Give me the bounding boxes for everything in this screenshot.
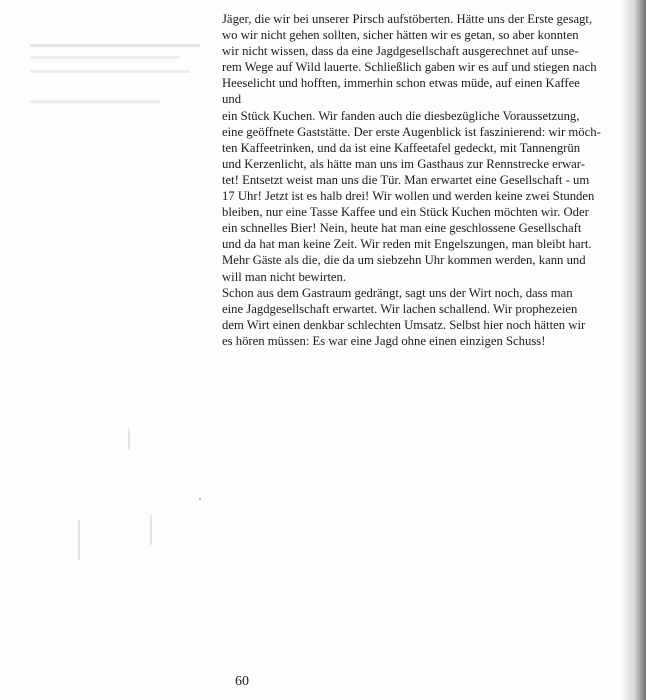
paper-speck [199, 498, 201, 500]
bleed-through-line [30, 56, 180, 59]
bleed-through-line [30, 70, 190, 73]
text-line: wo wir nicht gehen sollten, sicher hätten wir es getan, so aber konnten [222, 28, 579, 43]
text-line: 17 Uhr! Jetzt ist es halb drei! Wir wollen und werden keine zwei Stunden [222, 189, 595, 204]
bleed-through-mark [150, 515, 152, 545]
page-number: 60 [235, 674, 249, 689]
text-line: Schon aus dem Gastraum gedrängt, sagt uns der Wirt noch, dass man [222, 285, 573, 300]
text-line: Jäger, die wir bei unserer Pirsch aufstöberten. Hätte uns der Erste gesagt, [222, 12, 593, 26]
text-line: rem Wege auf Wild lauerte. Schließlich gaben wir es auf und stiegen nach [222, 60, 597, 75]
text-line: Heeselicht und hofften, immerhin schon etwas müde, auf einen Kaffee [222, 76, 580, 91]
text-line: und da hat man keine Zeit. Wir reden mit Engelszungen, man bleibt hart. [222, 237, 592, 252]
text-line: ein schnelles Bier! Nein, heute hat man eine geschlossene Gesellschaft [222, 221, 582, 236]
text-line: eine Jagdgesellschaft erwartet. Wir lachen schallend. Wir prophezeien [222, 301, 578, 316]
bleed-through-line [30, 100, 160, 103]
text-line: wir nicht wissen, dass da eine Jagdgesellschaft ausgerechnet auf unse- [222, 44, 579, 59]
text-line: ten Kaffeetrinken, und da ist eine Kaffeetafel gedeckt, mit Tannengrün [222, 140, 581, 155]
text-line: bleiben, nur eine Tasse Kaffee und ein Stück Kuchen möchten wir. Oder [222, 205, 589, 220]
text-line: ein Stück Kuchen. Wir fanden auch die diesbezügliche Voraussetzung, [222, 108, 580, 123]
text-line: Mehr Gäste als die, die da um siebzehn Uhr kommen werden, kann und [222, 253, 586, 268]
text-line: dem Wirt einen denkbar schlechten Umsatz. Selbst hier noch hätten wir [222, 317, 586, 332]
text-line: es hören müssen: Es war eine Jagd ohne einen einzigen Schuss! [222, 333, 546, 348]
text-line: tet! Entsetzt weist man uns die Tür. Man erwartet eine Gesellschaft - um [222, 172, 590, 187]
text-line: will man nicht bewirten. [222, 269, 347, 284]
text-line: und [222, 92, 242, 107]
bleed-through-line [30, 44, 200, 47]
text-line: eine geöffnete Gaststätte. Der erste Augenblick ist faszinierend: wir möch- [222, 124, 601, 139]
bleed-through-mark [128, 428, 130, 450]
page-gutter-shadow [620, 0, 646, 700]
text-line: und Kerzenlicht, als hätte man uns im Gasthaus zur Rennstrecke erwar- [222, 156, 585, 171]
bleed-through-mark [78, 520, 80, 560]
body-text [222, 11, 624, 349]
